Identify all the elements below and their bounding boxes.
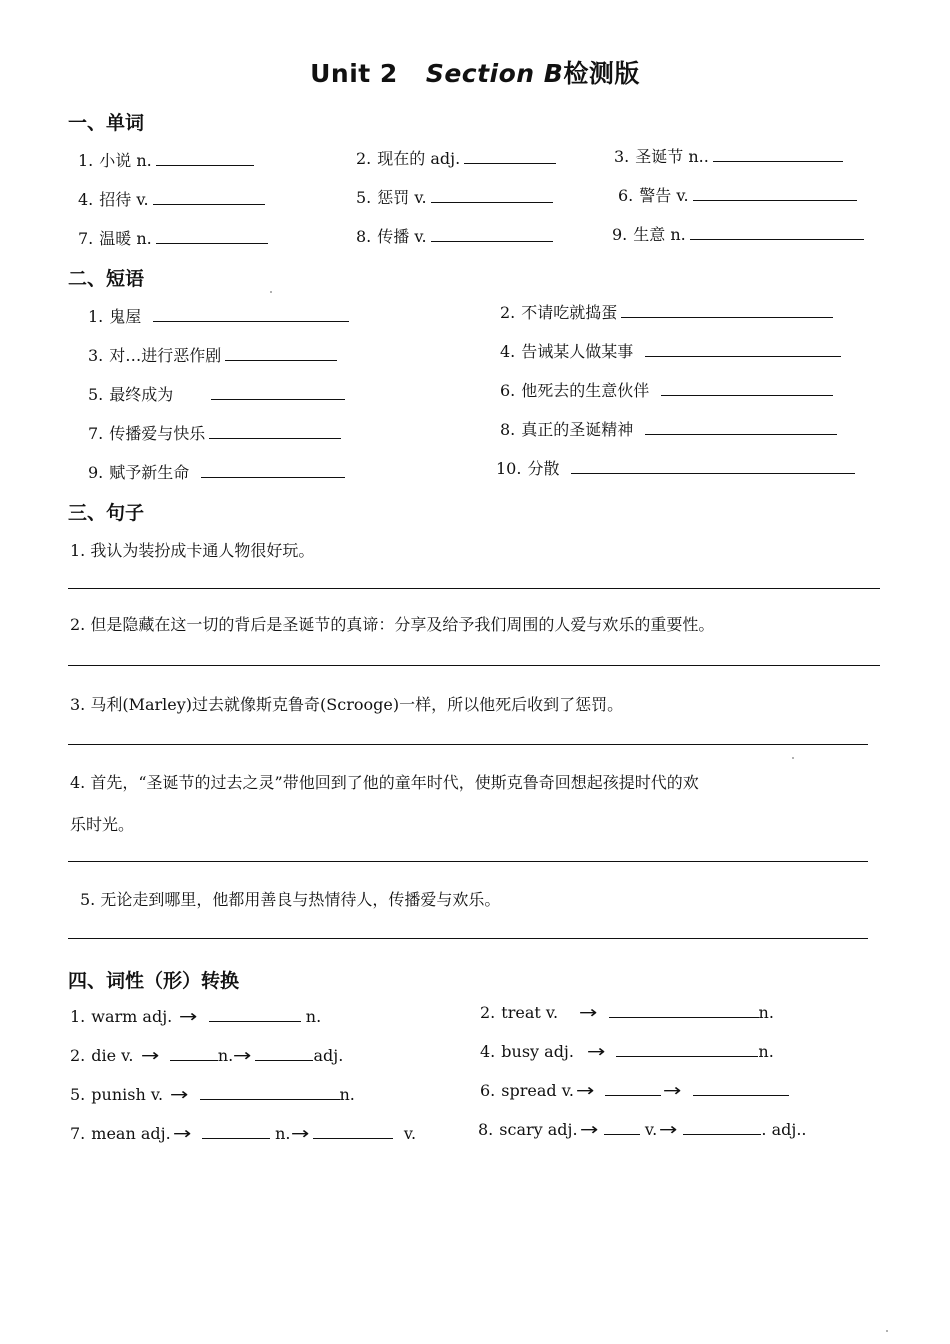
answer-blank[interactable] xyxy=(201,463,345,478)
item-number: 10. xyxy=(496,459,522,478)
word-item-8 xyxy=(356,224,553,247)
title-suffix: 检测版 xyxy=(563,59,640,88)
item-number: 2. xyxy=(70,1046,86,1065)
item-number: 5. xyxy=(70,1085,86,1104)
item-mid: v. xyxy=(644,1120,658,1139)
item-number: 9. xyxy=(612,225,628,244)
item-number: 1. xyxy=(70,1007,86,1026)
item-text: 分散 xyxy=(527,459,560,478)
answer-blank[interactable] xyxy=(153,307,349,322)
sentence-item-1 xyxy=(70,538,314,561)
item-number: 2. xyxy=(500,303,516,322)
item-text: 我认为装扮成卡通人物很好玩。 xyxy=(90,541,315,560)
item-suffix: n. xyxy=(758,1042,774,1061)
item-number: 7. xyxy=(88,424,104,443)
item-word: mean adj. xyxy=(91,1124,171,1143)
answer-blank[interactable] xyxy=(200,1085,340,1100)
answer-line-3[interactable] xyxy=(68,744,868,745)
item-text: 传播爱与快乐 xyxy=(109,424,206,443)
item-text: 传播 v. xyxy=(377,227,427,246)
word-item-2 xyxy=(356,146,556,169)
answer-line-4[interactable] xyxy=(68,861,868,862)
item-word: spread v. xyxy=(501,1081,574,1100)
item-number: 3. xyxy=(70,695,86,714)
conversion-item-6 xyxy=(480,1081,789,1101)
phrase-item-1 xyxy=(88,304,349,327)
answer-blank[interactable] xyxy=(255,1046,313,1061)
phrase-item-4 xyxy=(500,339,841,362)
item-number: 8. xyxy=(500,420,516,439)
item-number: 5. xyxy=(80,890,96,909)
answer-blank[interactable] xyxy=(609,1003,759,1018)
arrow-right-icon: → xyxy=(575,1081,595,1101)
answer-line-1[interactable] xyxy=(68,588,880,589)
item-suffix: . adj.. xyxy=(761,1120,807,1139)
answer-blank[interactable] xyxy=(211,385,345,400)
item-mid: n. xyxy=(217,1046,234,1065)
answer-blank[interactable] xyxy=(225,346,337,361)
section-phrases-heading: 二、短语 xyxy=(68,268,145,290)
answer-blank[interactable] xyxy=(571,459,855,474)
item-number: 3. xyxy=(88,346,104,365)
item-number: 2. xyxy=(70,615,86,634)
item-word: die v. xyxy=(91,1046,134,1065)
item-text: 真正的圣诞精神 xyxy=(521,420,634,439)
conversion-item-7 xyxy=(70,1124,416,1144)
item-number: 6. xyxy=(500,381,516,400)
answer-blank[interactable] xyxy=(156,229,268,244)
item-number: 4. xyxy=(480,1042,496,1061)
conversion-item-3 xyxy=(70,1046,343,1066)
answer-blank[interactable] xyxy=(604,1120,640,1135)
section-sentences-heading: 三、句子 xyxy=(68,502,145,524)
item-number: 5. xyxy=(356,188,372,207)
phrase-item-10 xyxy=(496,456,855,479)
conversion-item-4 xyxy=(480,1042,774,1062)
phrase-item-8 xyxy=(500,417,837,440)
arrow-right-icon: → xyxy=(179,1007,198,1027)
item-text: 告诫某人做某事 xyxy=(521,342,634,361)
item-text: 现在的 adj. xyxy=(377,149,461,168)
item-text: 无论走到哪里，他都用善良与热情待人，传播爱与欢乐。 xyxy=(100,890,501,909)
answer-blank[interactable] xyxy=(170,1046,218,1061)
item-number: 4. xyxy=(70,773,86,792)
answer-blank[interactable] xyxy=(645,420,837,435)
title-section: Section B xyxy=(425,59,564,88)
sentence-item-5 xyxy=(80,887,500,910)
phrase-item-6 xyxy=(500,378,833,401)
answer-blank[interactable] xyxy=(713,147,843,162)
item-number: 2. xyxy=(356,149,372,168)
scan-speck xyxy=(270,291,272,293)
item-text: 生意 n. xyxy=(633,225,686,244)
phrase-item-2 xyxy=(500,300,833,323)
answer-blank[interactable] xyxy=(313,1124,393,1139)
answer-blank[interactable] xyxy=(661,381,833,396)
answer-line-5[interactable] xyxy=(68,938,868,939)
item-number: 4. xyxy=(78,190,94,209)
arrow-right-icon: → xyxy=(663,1081,682,1101)
arrow-right-icon: → xyxy=(233,1046,252,1066)
item-text: 最终成为 xyxy=(109,385,174,404)
item-text: 鬼屋 xyxy=(109,307,142,326)
answer-blank[interactable] xyxy=(616,1042,758,1057)
answer-blank[interactable] xyxy=(209,1007,301,1022)
answer-blank[interactable] xyxy=(621,303,833,318)
arrow-right-icon: → xyxy=(290,1124,309,1144)
answer-blank[interactable] xyxy=(693,186,857,201)
phrase-item-5 xyxy=(88,382,345,405)
answer-blank[interactable] xyxy=(464,149,556,164)
sentence-item-2 xyxy=(70,612,714,635)
item-number: 7. xyxy=(70,1124,86,1143)
item-number: 1. xyxy=(78,151,94,170)
item-suffix: n. xyxy=(339,1085,355,1104)
word-item-3 xyxy=(614,144,843,167)
answer-line-2[interactable] xyxy=(68,665,880,666)
item-number: 1. xyxy=(70,541,86,560)
arrow-right-icon: → xyxy=(140,1046,159,1066)
item-number: 3. xyxy=(614,147,630,166)
word-item-6 xyxy=(618,183,857,206)
item-number: 7. xyxy=(78,229,94,248)
item-word: treat v. xyxy=(501,1003,559,1022)
section-words-heading: 一、单词 xyxy=(68,112,145,134)
word-item-5 xyxy=(356,185,553,208)
item-text: 马利(Marley)过去就像斯克鲁奇(Scrooge)一样，所以他死后收到了惩罚。 xyxy=(90,695,624,714)
answer-blank[interactable] xyxy=(605,1081,661,1096)
phrase-item-7 xyxy=(88,421,341,444)
item-number: 1. xyxy=(88,307,104,326)
conversion-item-2 xyxy=(480,1003,774,1023)
answer-blank[interactable] xyxy=(156,151,254,166)
item-number: 9. xyxy=(88,463,104,482)
answer-blank[interactable] xyxy=(431,227,553,242)
page-title xyxy=(0,54,950,90)
arrow-right-icon: → xyxy=(170,1085,189,1105)
scan-speck xyxy=(792,757,794,759)
answer-blank[interactable] xyxy=(693,1081,789,1096)
word-item-1 xyxy=(78,148,254,171)
arrow-right-icon: → xyxy=(579,1120,598,1140)
arrow-right-icon: → xyxy=(586,1042,606,1062)
item-text: 小说 n. xyxy=(99,151,152,170)
scan-speck xyxy=(886,1330,888,1332)
answer-blank[interactable] xyxy=(690,225,864,240)
answer-blank[interactable] xyxy=(683,1120,761,1135)
item-suffix: n. xyxy=(305,1007,322,1026)
sentence-item-4-continued: 乐时光。 xyxy=(70,815,135,834)
item-word: punish v. xyxy=(91,1085,164,1104)
item-text: 赋予新生命 xyxy=(109,463,190,482)
item-number: 5. xyxy=(88,385,104,404)
phrase-item-9 xyxy=(88,460,345,483)
answer-blank[interactable] xyxy=(645,342,841,357)
title-unit: Unit 2 xyxy=(310,59,398,88)
item-mid: n. xyxy=(275,1124,291,1143)
answer-blank[interactable] xyxy=(209,424,341,439)
answer-blank[interactable] xyxy=(153,190,265,205)
section-conversion-heading: 四、词性（形）转换 xyxy=(68,970,240,992)
item-text: 警告 v. xyxy=(639,186,689,205)
conversion-item-8 xyxy=(478,1120,807,1140)
item-text: 他死去的生意伙伴 xyxy=(521,381,650,400)
conversion-item-1 xyxy=(70,1007,321,1027)
item-number: 8. xyxy=(356,227,372,246)
word-item-7 xyxy=(78,226,268,249)
answer-blank[interactable] xyxy=(431,188,553,203)
sentence-item-4 xyxy=(70,770,699,793)
item-number: 2. xyxy=(480,1003,496,1022)
arrow-right-icon: → xyxy=(579,1003,598,1023)
item-text: 温暖 n. xyxy=(99,229,152,248)
answer-blank[interactable] xyxy=(202,1124,270,1139)
phrase-item-3 xyxy=(88,343,337,366)
item-text: 首先，“圣诞节的过去之灵”带他回到了他的童年时代，使斯克鲁奇回想起孩提时代的欢 xyxy=(90,773,699,792)
item-word: warm adj. xyxy=(91,1007,173,1026)
item-text: 惩罚 v. xyxy=(377,188,427,207)
item-text: 对…进行恶作剧 xyxy=(109,346,222,365)
item-number: 8. xyxy=(478,1120,494,1139)
item-word: scary adj. xyxy=(499,1120,578,1139)
item-text: 但是隐藏在这一切的背后是圣诞节的真谛：分享及给予我们周围的人爱与欢乐的重要性。 xyxy=(90,615,715,634)
item-number: 6. xyxy=(480,1081,496,1100)
conversion-item-5 xyxy=(70,1085,355,1105)
item-text: 不请吃就捣蛋 xyxy=(521,303,618,322)
item-number: 4. xyxy=(500,342,516,361)
arrow-right-icon: → xyxy=(172,1124,192,1144)
arrow-right-icon: → xyxy=(659,1120,678,1140)
item-word: busy adj. xyxy=(501,1042,574,1061)
item-text: 招待 v. xyxy=(99,190,149,209)
item-suffix: adj. xyxy=(313,1046,344,1065)
word-item-9 xyxy=(612,222,864,245)
item-number: 6. xyxy=(618,186,634,205)
item-suffix: v. xyxy=(403,1124,417,1143)
item-suffix: n. xyxy=(758,1003,774,1022)
item-text: 圣诞节 n.. xyxy=(635,147,709,166)
sentence-item-3 xyxy=(70,692,623,715)
word-item-4 xyxy=(78,187,265,210)
